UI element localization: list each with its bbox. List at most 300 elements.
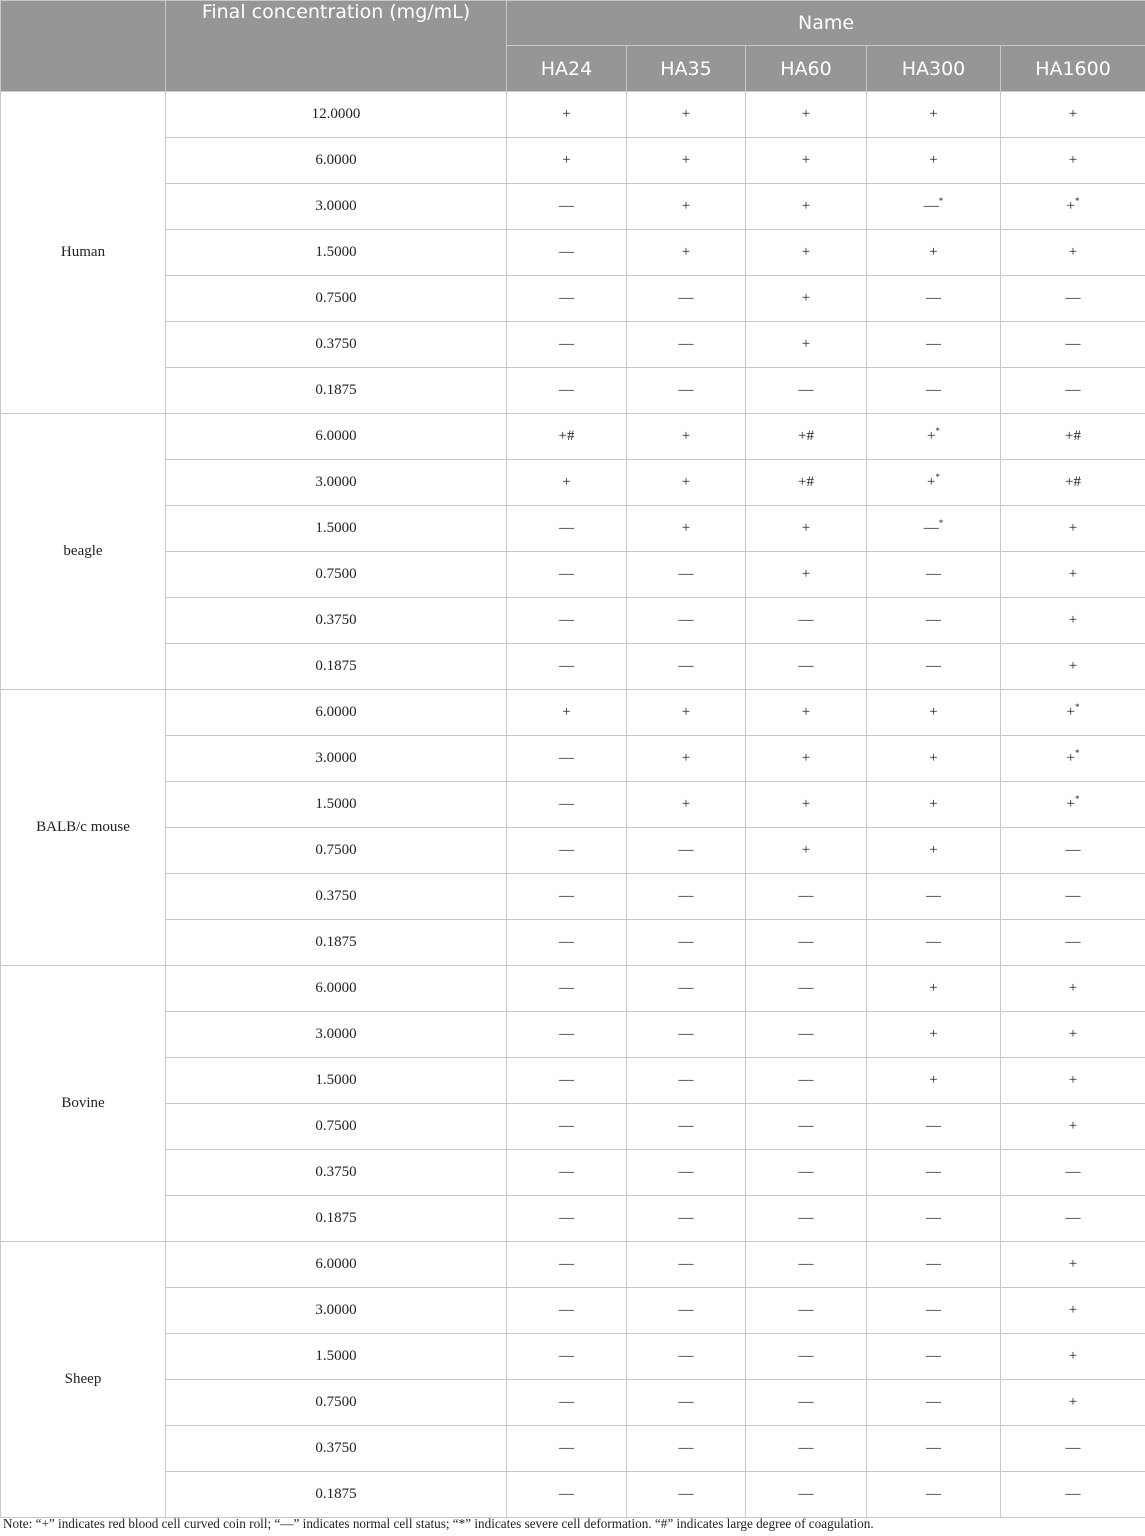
result-cell [1001,1058,1145,1104]
result-cell [507,920,627,966]
result-symbol: — [1065,1164,1081,1180]
result-symbol: — [559,1072,574,1088]
result-symbol: — [798,612,814,628]
result-cell [867,276,1001,322]
result-symbol: — [559,658,574,674]
concentration-cell: 0.1875 [166,920,507,966]
result-cell [867,782,1001,828]
result-cell [867,1242,1001,1288]
column-header-ha35: HA35 [627,46,746,92]
result-symbol: — [1065,934,1081,950]
result-cell [507,552,627,598]
result-cell [1001,322,1145,368]
result-symbol: + [1066,750,1075,766]
result-cell [627,1196,746,1242]
result-symbol: + [801,106,811,122]
result-cell [627,506,746,552]
result-cell [507,598,627,644]
concentration-cell: 0.3750 [166,1426,507,1472]
result-symbol: + [562,704,571,720]
result-symbol: + [562,474,571,490]
result-cell [507,414,627,460]
result-symbol: — [678,290,694,306]
result-cell [746,322,867,368]
result-symbol: + [929,980,938,996]
result-cell [627,1150,746,1196]
result-symbol: — [798,934,814,950]
result-symbol: + [1068,1118,1078,1134]
result-symbol: +# [798,474,814,490]
result-superscript: * [935,472,940,482]
table-row [1,920,1145,966]
species-cell: beagle [1,414,166,690]
result-cell [867,506,1001,552]
result-cell [627,230,746,276]
result-cell [1001,368,1145,414]
table-row [1,92,1145,138]
result-cell [746,966,867,1012]
result-symbol: + [929,750,938,766]
result-cell [627,828,746,874]
column-header-ha60: HA60 [746,46,867,92]
result-symbol: — [678,1302,694,1318]
concentration-cell: 12.0000 [166,92,507,138]
result-cell [1001,506,1145,552]
result-symbol: — [678,1072,694,1088]
result-symbol: — [678,888,694,904]
result-cell [1001,736,1145,782]
concentration-cell: 0.3750 [166,598,507,644]
concentration-cell: 0.7500 [166,276,507,322]
result-cell [1001,828,1145,874]
result-symbol: + [1068,520,1078,536]
result-cell [746,92,867,138]
result-symbol: — [926,1302,941,1318]
result-cell [746,184,867,230]
result-symbol: — [1065,1210,1081,1226]
result-symbol: — [926,888,941,904]
concentration-cell: 1.5000 [166,1058,507,1104]
result-cell [627,598,746,644]
result-cell [746,1426,867,1472]
result-symbol: — [798,1164,814,1180]
result-symbol: + [929,152,938,168]
result-symbol: — [559,1164,574,1180]
table-row [1,1334,1145,1380]
result-cell [507,1012,627,1058]
result-symbol: — [798,980,814,996]
table-row [1,276,1145,322]
result-cell [867,1058,1001,1104]
result-cell [627,184,746,230]
result-cell [746,782,867,828]
result-cell [746,1196,867,1242]
result-symbol: — [559,1210,574,1226]
result-cell [507,644,627,690]
result-symbol: + [681,704,691,720]
concentration-cell: 0.3750 [166,322,507,368]
concentration-cell: 6.0000 [166,414,507,460]
result-symbol: — [926,1118,941,1134]
result-symbol: — [559,382,574,398]
result-cell [867,1196,1001,1242]
result-symbol: — [798,888,814,904]
result-symbol: — [1065,842,1081,858]
result-cell [507,1196,627,1242]
result-cell [867,1288,1001,1334]
result-symbol: — [926,1440,941,1456]
header-final-concentration: Final concentration (mg/mL) [166,1,507,92]
result-cell [746,276,867,322]
result-cell [507,1058,627,1104]
result-cell [867,1104,1001,1150]
concentration-cell: 3.0000 [166,460,507,506]
result-cell [627,920,746,966]
result-cell [507,874,627,920]
result-symbol: + [681,428,691,444]
result-symbol: — [926,336,941,352]
result-cell [1001,1426,1145,1472]
result-symbol: — [926,1394,941,1410]
result-cell [507,322,627,368]
result-symbol: + [1066,796,1075,812]
result-symbol: + [801,290,811,306]
result-cell [746,598,867,644]
result-cell [507,828,627,874]
result-symbol: + [1068,1302,1078,1318]
result-symbol: — [559,796,574,812]
table-row [1,1104,1145,1150]
result-symbol: — [798,1210,814,1226]
result-symbol: + [1066,198,1075,214]
result-symbol: + [801,198,811,214]
result-symbol: — [798,1256,814,1272]
result-cell [507,782,627,828]
result-cell [867,368,1001,414]
result-cell [746,874,867,920]
result-symbol: + [562,106,571,122]
result-cell [507,1242,627,1288]
result-cell [1001,138,1145,184]
result-symbol: — [559,1486,574,1502]
result-cell [627,1242,746,1288]
result-symbol: — [678,842,694,858]
result-cell [867,966,1001,1012]
result-symbol: — [559,198,574,214]
result-cell [1001,966,1145,1012]
result-cell [867,322,1001,368]
result-cell [867,1380,1001,1426]
result-symbol: + [681,198,691,214]
result-symbol: + [929,704,938,720]
result-cell [746,138,867,184]
result-cell [867,828,1001,874]
result-symbol: — [926,1164,941,1180]
result-cell [1001,1334,1145,1380]
concentration-cell: 3.0000 [166,736,507,782]
result-symbol: — [559,1118,574,1134]
result-symbol: — [798,1394,814,1410]
result-symbol: + [929,1072,938,1088]
result-symbol: — [926,1486,941,1502]
result-cell [746,1380,867,1426]
concentration-cell: 0.7500 [166,828,507,874]
result-cell [627,1334,746,1380]
result-symbol: — [678,1440,694,1456]
result-cell [507,138,627,184]
result-symbol: — [678,1256,694,1272]
result-cell [867,1472,1001,1518]
concentration-cell: 6.0000 [166,690,507,736]
table-row [1,322,1145,368]
table-row [1,966,1145,1012]
result-cell [867,460,1001,506]
result-symbol: + [681,796,691,812]
result-symbol: + [929,244,938,260]
result-cell [1001,1150,1145,1196]
result-symbol: + [929,1026,938,1042]
result-symbol: +# [1065,474,1081,490]
result-symbol: + [1068,244,1078,260]
result-cell [507,1380,627,1426]
result-cell [1001,184,1145,230]
result-cell [1001,552,1145,598]
table-row [1,1242,1145,1288]
result-cell [627,276,746,322]
result-symbol: — [559,750,574,766]
result-cell [867,1150,1001,1196]
result-symbol: — [926,382,941,398]
result-symbol: — [678,1348,694,1364]
result-cell [627,460,746,506]
result-cell [627,138,746,184]
result-symbol: — [926,1256,941,1272]
result-cell [627,1058,746,1104]
result-cell [746,1334,867,1380]
concentration-cell: 0.1875 [166,368,507,414]
result-symbol: + [1068,980,1078,996]
result-cell [507,506,627,552]
result-cell [1001,782,1145,828]
result-symbol: — [926,1348,941,1364]
table-row [1,1012,1145,1058]
result-symbol: — [559,934,574,950]
concentration-cell: 0.1875 [166,1196,507,1242]
result-cell [867,598,1001,644]
result-cell [627,1380,746,1426]
result-symbol: +# [1065,428,1081,444]
result-cell [507,1426,627,1472]
result-symbol: + [1068,106,1078,122]
table-row [1,874,1145,920]
table-row [1,690,1145,736]
concentration-cell: 1.5000 [166,782,507,828]
result-symbol: — [559,1348,574,1364]
result-symbol: — [559,520,574,536]
result-symbol: — [1065,888,1081,904]
result-cell [867,414,1001,460]
table-row [1,736,1145,782]
result-cell [867,184,1001,230]
result-symbol: — [1065,1440,1081,1456]
concentration-cell: 0.1875 [166,1472,507,1518]
result-symbol: — [798,1440,814,1456]
result-symbol: — [798,658,814,674]
result-cell [867,230,1001,276]
table-row [1,828,1145,874]
result-symbol: — [926,934,941,950]
result-symbol: — [798,1348,814,1364]
result-cell [627,1104,746,1150]
result-symbol: — [678,612,694,628]
result-cell [1001,1196,1145,1242]
result-cell [627,322,746,368]
table-footnote: Note: “+” indicates red blood cell curved coin roll; “—” indicates normal cell status; “*” indicates severe cell deformation. “#” indicates large degree of coagulation. [3,1516,874,1531]
table-row [1,1288,1145,1334]
table-row [1,1150,1145,1196]
result-symbol: + [801,842,811,858]
result-symbol: — [559,1026,574,1042]
result-symbol: — [798,1026,814,1042]
result-symbol: + [1066,704,1075,720]
result-symbol: — [559,1302,574,1318]
result-symbol: + [1068,658,1078,674]
result-symbol: — [926,658,941,674]
result-cell [627,1288,746,1334]
species-cell: BALB/c mouse [1,690,166,966]
result-cell [746,828,867,874]
result-symbol: — [559,842,574,858]
table-row [1,782,1145,828]
result-cell [507,1104,627,1150]
result-cell [746,1288,867,1334]
result-cell [507,460,627,506]
result-superscript: * [1075,794,1080,804]
result-symbol: + [927,428,936,444]
concentration-cell: 3.0000 [166,1288,507,1334]
result-cell [507,184,627,230]
table-row [1,598,1145,644]
result-cell [1001,414,1145,460]
concentration-cell: 0.1875 [166,644,507,690]
result-cell [746,920,867,966]
result-cell [627,782,746,828]
result-cell [627,874,746,920]
result-cell [627,552,746,598]
table-row [1,460,1145,506]
result-cell [867,552,1001,598]
concentration-cell: 6.0000 [166,1242,507,1288]
result-symbol: — [926,1210,941,1226]
result-cell [507,1150,627,1196]
result-cell [746,460,867,506]
result-symbol: — [1065,290,1081,306]
result-symbol: — [798,1302,814,1318]
result-superscript: * [1075,702,1080,712]
result-cell [746,552,867,598]
result-cell [1001,874,1145,920]
result-cell [867,644,1001,690]
result-cell [867,736,1001,782]
result-cell [1001,92,1145,138]
result-symbol: — [678,566,694,582]
result-cell [627,1426,746,1472]
result-symbol: + [562,152,571,168]
result-symbol: + [681,750,691,766]
result-symbol: + [801,336,811,352]
result-cell [627,736,746,782]
result-cell [1001,1104,1145,1150]
result-cell [507,1334,627,1380]
column-header-ha300: HA300 [867,46,1001,92]
result-symbol: + [681,152,691,168]
result-symbol: — [798,1486,814,1502]
table-row [1,1380,1145,1426]
result-symbol: + [929,842,938,858]
result-symbol: + [681,244,691,260]
table-row [1,1426,1145,1472]
result-cell [507,368,627,414]
result-cell [867,874,1001,920]
table-row [1,138,1145,184]
result-cell [746,368,867,414]
result-cell [627,414,746,460]
result-symbol: — [678,382,694,398]
result-symbol: — [926,290,941,306]
result-cell [746,1472,867,1518]
result-symbol: — [926,566,941,582]
result-symbol: + [801,750,811,766]
result-symbol: + [681,520,691,536]
result-cell [746,230,867,276]
result-symbol: — [678,1118,694,1134]
concentration-cell: 0.7500 [166,1380,507,1426]
result-cell [1001,460,1145,506]
concentration-cell: 6.0000 [166,138,507,184]
header-name: Name [507,1,1145,46]
result-symbol: — [798,1118,814,1134]
result-cell [1001,1012,1145,1058]
result-symbol: + [681,474,691,490]
result-symbol: + [801,796,811,812]
result-symbol: + [801,152,811,168]
result-symbol: + [1068,1348,1078,1364]
result-symbol: — [1065,336,1081,352]
result-symbol: + [1068,1072,1078,1088]
result-cell [627,644,746,690]
result-cell [746,1150,867,1196]
result-cell [1001,1380,1145,1426]
result-cell [1001,1288,1145,1334]
concentration-cell: 3.0000 [166,184,507,230]
result-symbol: — [678,1210,694,1226]
result-cell [507,92,627,138]
table-row [1,230,1145,276]
result-cell [867,920,1001,966]
result-cell [627,966,746,1012]
result-symbol: — [923,520,939,536]
table-row [1,552,1145,598]
result-symbol: + [1068,566,1078,582]
result-symbol: — [559,1256,574,1272]
result-cell [627,368,746,414]
result-cell [746,1058,867,1104]
result-symbol: — [678,658,694,674]
result-cell [867,92,1001,138]
table-body [1,92,1145,1518]
result-symbol: — [559,566,574,582]
result-symbol: — [559,612,574,628]
